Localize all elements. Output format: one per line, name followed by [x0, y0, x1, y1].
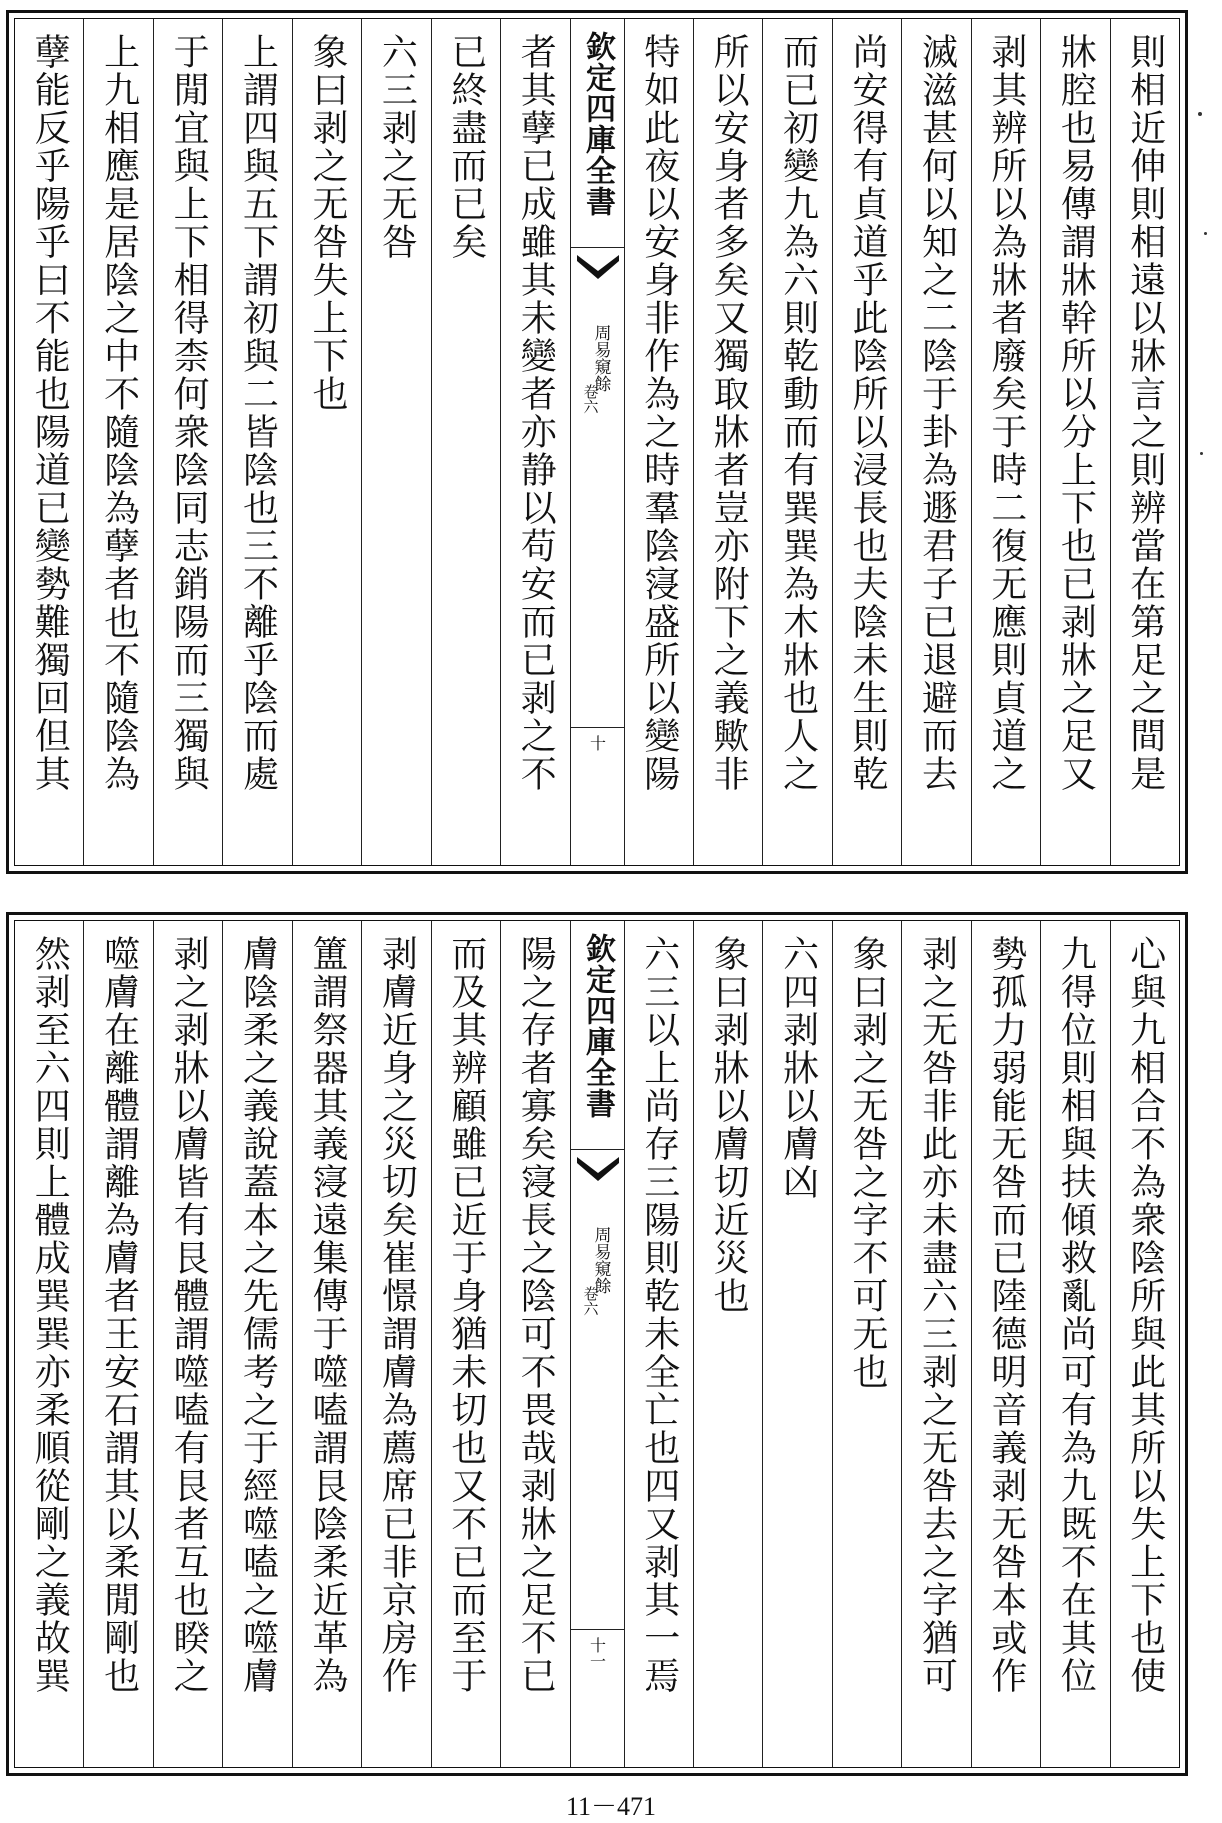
text-column	[431, 921, 500, 1767]
column-text: 而已初變九為六則乾動而有巽巽為木牀也人之	[777, 33, 819, 793]
text-column	[431, 19, 500, 865]
column-text: 六四剥牀以膚凶	[777, 935, 819, 1201]
fish-tail-mark-icon	[577, 255, 619, 283]
column-text: 則相近伸則相遠以牀言之則辨當在第足之間是	[1124, 33, 1166, 793]
scan-speck	[1204, 232, 1207, 235]
text-column	[832, 19, 901, 865]
lower-page	[6, 912, 1188, 1776]
text-column	[15, 19, 83, 865]
fish-tail-mark-icon	[577, 1157, 619, 1185]
page-footer-number: 11－471	[565, 1792, 657, 1821]
column-text: 象曰剥牀以膚切近災也	[708, 935, 750, 1315]
gutter-divider	[571, 1149, 624, 1150]
text-column	[762, 921, 831, 1767]
column-text: 而及其辨顧雖已近于身猶未切也又不已而至于	[445, 935, 487, 1695]
column-text: 所以安身者多矣又獨取牀者豈亦附下之義歟非	[708, 33, 750, 793]
text-column	[361, 19, 430, 865]
column-text: 然剥至六四則上體成巽巽亦柔順從剛之義故巽	[29, 935, 71, 1695]
column-text: 上九相應是居陰之中不隨陰為孽者也不隨陰為	[98, 33, 140, 793]
scan-speck	[1200, 452, 1203, 455]
text-column	[292, 921, 361, 1767]
column-text: 上謂四與五下謂初與二皆陰也三不離乎陰而處	[237, 33, 279, 793]
text-column	[500, 19, 569, 865]
column-text: 簠謂祭器其義寖遠集傳于噬嗑謂艮陰柔近革為	[306, 935, 348, 1695]
column-text: 膚陰柔之義說蓋本之先儒考之于經噬嗑之噬膚	[237, 935, 279, 1695]
column-text: 六三剥之无咎	[376, 33, 418, 261]
volume-label: 卷六	[581, 384, 600, 414]
text-column	[901, 19, 970, 865]
text-column	[624, 19, 693, 865]
column-text: 于閒宜與上下相得柰何衆陰同志銷陽而三獨與	[168, 33, 210, 793]
page-gutter	[570, 19, 624, 865]
book-title: 周易窺餘	[590, 1226, 611, 1294]
column-text: 陽之存者寡矣寖長之陰可不畏哉剥牀之足不已	[515, 935, 557, 1695]
column-text: 剥膚近身之災切矣崔憬謂膚為薦席已非京房作	[376, 935, 418, 1695]
text-column	[222, 19, 291, 865]
upper-page	[6, 10, 1188, 874]
column-text: 六三以上尚存三陽則乾未全亡也四又剥其一焉	[638, 935, 680, 1695]
collection-title: 欽定四庫全書	[580, 933, 615, 1119]
column-text: 九得位則相與扶傾救亂尚可有為九既不在其位	[1055, 935, 1097, 1695]
text-column	[1110, 921, 1179, 1767]
text-column	[901, 921, 970, 1767]
column-text: 滅滋甚何以知之二陰于卦為遯君子已退避而去	[916, 33, 958, 793]
text-column	[971, 921, 1040, 1767]
leaf-number: 十一	[587, 1637, 607, 1669]
column-text: 剥之剥牀以膚皆有艮體謂噬嗑有艮者互也睽之	[168, 935, 210, 1695]
book-title: 周易窺餘	[590, 324, 611, 392]
text-column	[292, 19, 361, 865]
column-text: 已終盡而已矣	[445, 33, 487, 261]
text-column	[153, 921, 222, 1767]
text-column	[15, 921, 83, 1767]
column-text: 牀腔也易傳謂牀幹所以分上下也已剥牀之足又	[1055, 33, 1097, 793]
text-column	[762, 19, 831, 865]
text-column	[83, 921, 152, 1767]
gutter-divider	[571, 1629, 624, 1630]
volume-label: 卷六	[581, 1286, 600, 1316]
column-text: 象曰剥之无咎之字不可无也	[847, 935, 889, 1391]
column-text: 心與九相合不為衆陰所與此其所以失上下也使	[1124, 935, 1166, 1695]
text-column	[693, 19, 762, 865]
column-text: 象曰剥之无咎失上下也	[306, 33, 348, 413]
text-column	[222, 921, 291, 1767]
text-column	[971, 19, 1040, 865]
column-text: 尚安得有貞道乎此陰所以浸長也夫陰未生則乾	[847, 33, 889, 793]
scan-speck	[1198, 112, 1202, 116]
leaf-number: 十	[587, 735, 607, 751]
text-column	[624, 921, 693, 1767]
text-column	[832, 921, 901, 1767]
text-column	[361, 921, 430, 1767]
column-text: 特如此夜以安身非作為之時羣陰寖盛所以變陽	[638, 33, 680, 793]
text-column	[1110, 19, 1179, 865]
page-gutter	[570, 921, 624, 1767]
column-text: 剥其辨所以為牀者廢矣于時二復无應則貞道之	[985, 33, 1027, 793]
text-column	[1040, 19, 1109, 865]
column-text: 者其孽已成雖其未變者亦静以苟安而已剥之不	[515, 33, 557, 793]
gutter-divider	[571, 727, 624, 728]
column-text: 剥之无咎非此亦未盡六三剥之无咎去之字猶可	[916, 935, 958, 1695]
text-column	[153, 19, 222, 865]
gutter-divider	[571, 247, 624, 248]
column-text: 噬膚在離體謂離為膚者王安石謂其以柔閒剛也	[98, 935, 140, 1695]
upper-page-text-frame	[14, 18, 1180, 866]
text-column	[500, 921, 569, 1767]
text-column	[693, 921, 762, 1767]
collection-title: 欽定四庫全書	[580, 31, 615, 217]
text-column	[83, 19, 152, 865]
text-column	[1040, 921, 1109, 1767]
column-text: 勢孤力弱能无咎而已陸德明音義剥无咎本或作	[985, 935, 1027, 1695]
lower-page-text-frame	[14, 920, 1180, 1768]
column-text: 孽能反乎陽乎曰不能也陽道已變勢難獨回但其	[29, 33, 71, 793]
